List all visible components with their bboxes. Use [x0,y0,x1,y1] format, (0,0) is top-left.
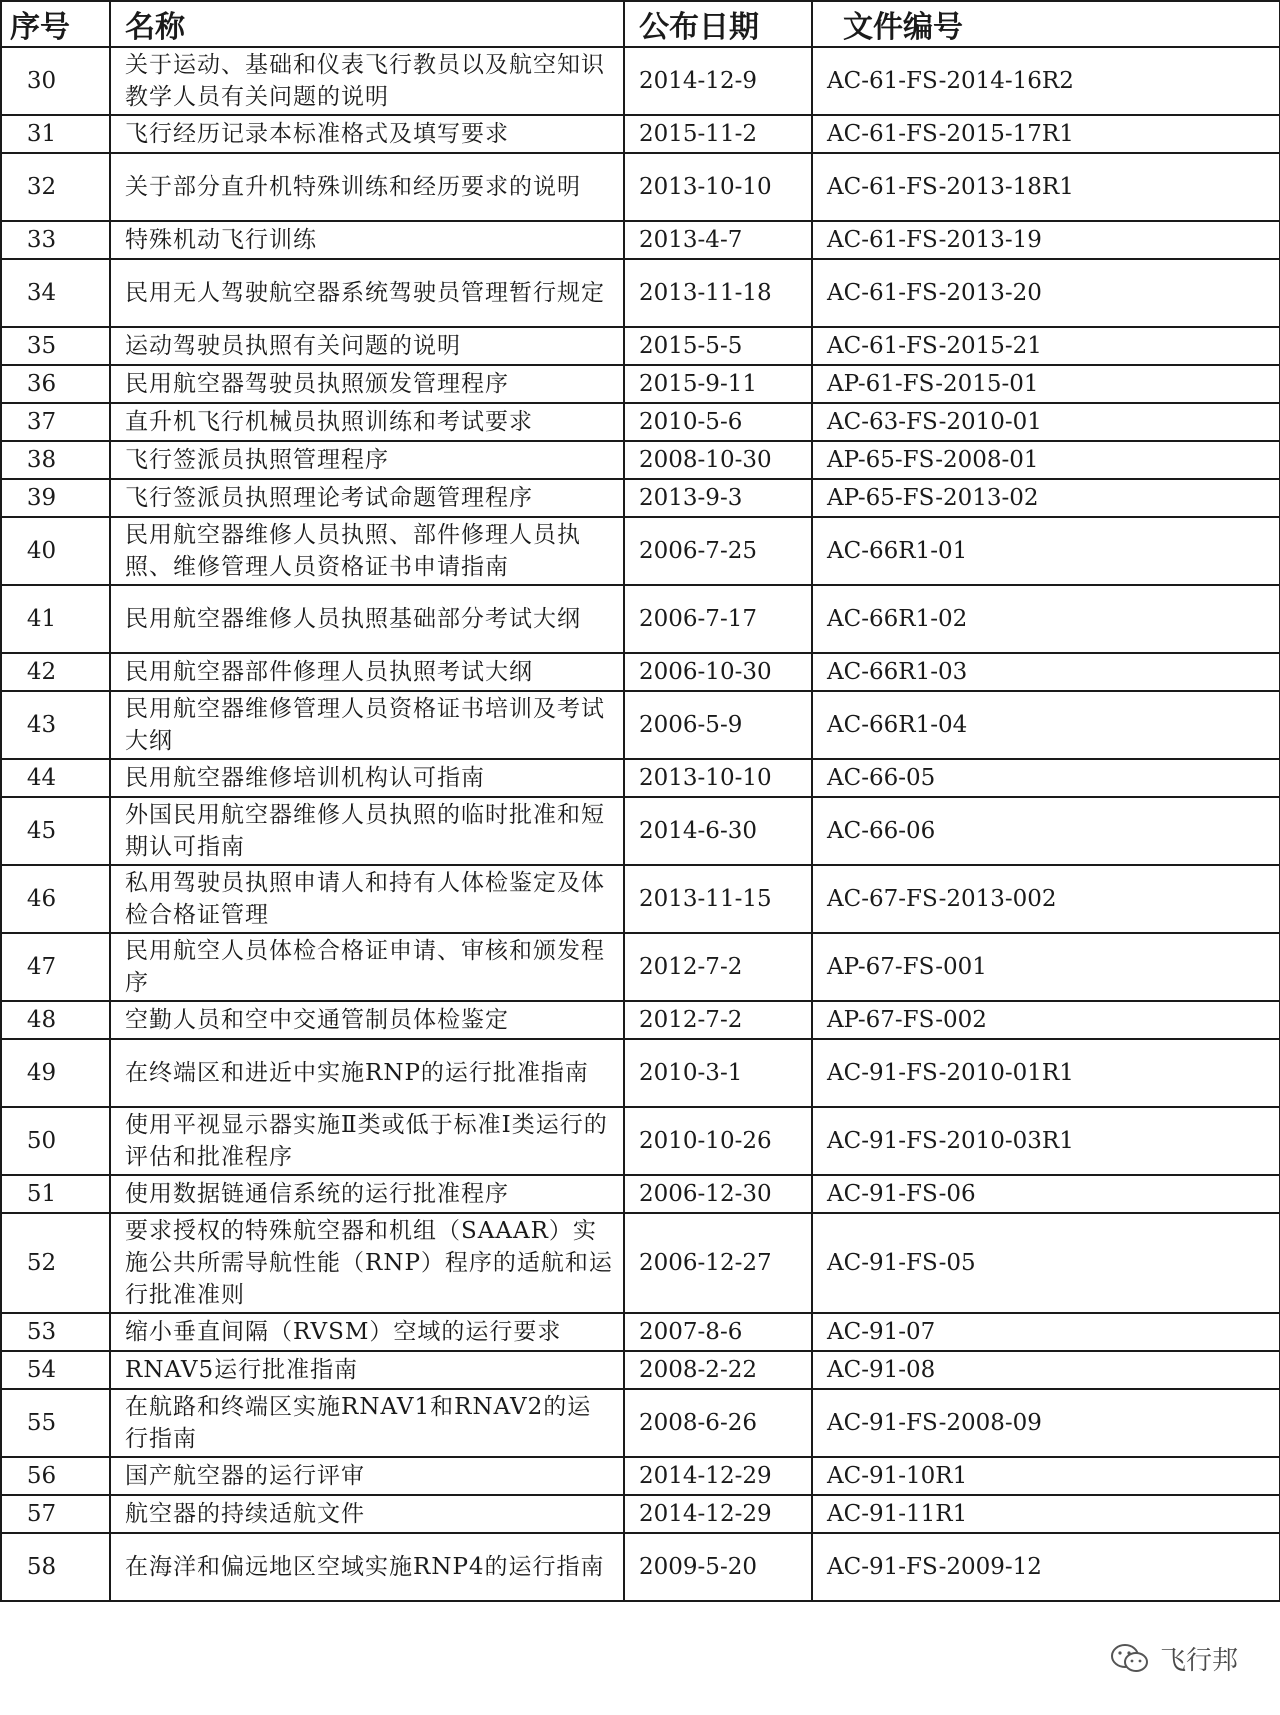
watermark [1104,1638,1244,1679]
table-row [1,1457,1280,1495]
table-body [1,47,1280,1601]
row-date: 2008-6-26 [624,1389,812,1457]
table-row [1,403,1280,441]
row-name: 关于部分直升机特殊训练和经历要求的说明 [110,153,624,221]
table-row [1,759,1280,797]
row-date: 2014-6-30 [624,797,812,865]
row-code: AC-63-FS-2010-01 [812,403,1280,441]
header-name: 名称 [110,1,624,47]
row-code: AC-66R1-02 [812,585,1280,653]
row-date: 2010-5-6 [624,403,812,441]
row-date: 2007-8-6 [624,1313,812,1351]
row-code: AC-91-07 [812,1313,1280,1351]
row-number: 44 [1,759,110,797]
row-code: AC-91-FS-2008-09 [812,1389,1280,1457]
row-number: 34 [1,259,110,327]
table-row [1,1107,1280,1175]
row-date: 2013-4-7 [624,221,812,259]
row-number: 30 [1,47,110,115]
row-code: AC-91-11R1 [812,1495,1280,1533]
row-date: 2006-10-30 [624,653,812,691]
row-number: 33 [1,221,110,259]
row-name: 民用航空人员体检合格证申请、审核和颁发程序 [110,933,624,1001]
table-row [1,1313,1280,1351]
row-number: 51 [1,1175,110,1213]
table-row [1,585,1280,653]
row-code: AC-66R1-03 [812,653,1280,691]
row-code: AC-91-FS-06 [812,1175,1280,1213]
row-name: 关于运动、基础和仪表飞行教员以及航空知识教学人员有关问题的说明 [110,47,624,115]
row-code: AC-91-FS-2010-01R1 [812,1039,1280,1107]
row-name: 民用航空器驾驶员执照颁发管理程序 [110,365,624,403]
table-row [1,933,1280,1001]
row-name: 民用航空器维修人员执照基础部分考试大纲 [110,585,624,653]
wechat-icon [1110,1642,1150,1676]
row-name: 外国民用航空器维修人员执照的临时批准和短期认可指南 [110,797,624,865]
row-code: AC-61-FS-2015-17R1 [812,115,1280,153]
row-name: 在终端区和进近中实施RNP的运行批准指南 [110,1039,624,1107]
row-name: 空勤人员和空中交通管制员体检鉴定 [110,1001,624,1039]
row-number: 55 [1,1389,110,1457]
row-number: 54 [1,1351,110,1389]
row-date: 2012-7-2 [624,933,812,1001]
row-code: AC-91-08 [812,1351,1280,1389]
row-code: AC-61-FS-2015-21 [812,327,1280,365]
row-number: 35 [1,327,110,365]
row-name: 使用数据链通信系统的运行批准程序 [110,1175,624,1213]
row-number: 58 [1,1533,110,1601]
row-code: AC-67-FS-2013-002 [812,865,1280,933]
row-number: 37 [1,403,110,441]
row-name: 在海洋和偏远地区空域实施RNP4的运行指南 [110,1533,624,1601]
row-date: 2008-10-30 [624,441,812,479]
table-row [1,115,1280,153]
row-name: 民用航空器部件修理人员执照考试大纲 [110,653,624,691]
row-code: AC-61-FS-2013-20 [812,259,1280,327]
row-name: 飞行签派员执照管理程序 [110,441,624,479]
row-name: 民用无人驾驶航空器系统驾驶员管理暂行规定 [110,259,624,327]
row-name: 缩小垂直间隔（RVSM）空域的运行要求 [110,1313,624,1351]
table-row [1,1389,1280,1457]
header-date: 公布日期 [624,1,812,47]
row-name: 民用航空器维修管理人员资格证书培训及考试大纲 [110,691,624,759]
row-name: 私用驾驶员执照申请人和持有人体检鉴定及体检合格证管理 [110,865,624,933]
table-row [1,441,1280,479]
row-date: 2014-12-9 [624,47,812,115]
row-code: AC-66-06 [812,797,1280,865]
header-num: 序号 [1,1,110,47]
row-number: 40 [1,517,110,585]
row-date: 2013-10-10 [624,759,812,797]
row-date: 2008-2-22 [624,1351,812,1389]
header-code: 文件编号 [812,1,1280,47]
row-date: 2015-11-2 [624,115,812,153]
table-row [1,365,1280,403]
table-row [1,1039,1280,1107]
row-number: 36 [1,365,110,403]
table-row [1,221,1280,259]
row-number: 50 [1,1107,110,1175]
row-number: 48 [1,1001,110,1039]
row-date: 2006-7-25 [624,517,812,585]
table-row [1,1495,1280,1533]
row-name: 运动驾驶员执照有关问题的说明 [110,327,624,365]
table-row [1,797,1280,865]
table-row [1,327,1280,365]
row-code: AC-66R1-01 [812,517,1280,585]
row-date: 2010-3-1 [624,1039,812,1107]
table-row [1,1175,1280,1213]
table-row [1,517,1280,585]
row-name: 在航路和终端区实施RNAV1和RNAV2的运行指南 [110,1389,624,1457]
row-name: 直升机飞行机械员执照训练和考试要求 [110,403,624,441]
row-number: 39 [1,479,110,517]
row-date: 2013-9-3 [624,479,812,517]
row-date: 2006-12-30 [624,1175,812,1213]
row-name: 民用航空器维修培训机构认可指南 [110,759,624,797]
row-number: 56 [1,1457,110,1495]
row-code: AC-91-FS-2009-12 [812,1533,1280,1601]
row-name: 飞行签派员执照理论考试命题管理程序 [110,479,624,517]
table-header-row [1,1,1280,47]
row-name: 国产航空器的运行评审 [110,1457,624,1495]
row-date: 2009-5-20 [624,1533,812,1601]
row-code: AP-61-FS-2015-01 [812,365,1280,403]
row-number: 31 [1,115,110,153]
row-date: 2006-7-17 [624,585,812,653]
row-number: 41 [1,585,110,653]
row-code: AC-61-FS-2014-16R2 [812,47,1280,115]
row-name: 特殊机动飞行训练 [110,221,624,259]
row-code: AC-66-05 [812,759,1280,797]
row-code: AC-61-FS-2013-19 [812,221,1280,259]
row-date: 2014-12-29 [624,1457,812,1495]
row-number: 38 [1,441,110,479]
row-number: 49 [1,1039,110,1107]
table-row [1,1001,1280,1039]
row-code: AP-65-FS-2008-01 [812,441,1280,479]
row-date: 2013-10-10 [624,153,812,221]
row-number: 43 [1,691,110,759]
row-date: 2014-12-29 [624,1495,812,1533]
row-date: 2013-11-15 [624,865,812,933]
row-date: 2010-10-26 [624,1107,812,1175]
watermark-text: 飞行邦 [1159,1646,1238,1676]
table-row [1,153,1280,221]
row-date: 2015-5-5 [624,327,812,365]
row-date: 2006-5-9 [624,691,812,759]
row-code: AC-91-10R1 [812,1457,1280,1495]
row-name: 飞行经历记录本标准格式及填写要求 [110,115,624,153]
row-code: AC-61-FS-2013-18R1 [812,153,1280,221]
row-name: 民用航空器维修人员执照、部件修理人员执照、维修管理人员资格证书申请指南 [110,517,624,585]
row-code: AP-67-FS-002 [812,1001,1280,1039]
row-date: 2012-7-2 [624,1001,812,1039]
row-code: AP-67-FS-001 [812,933,1280,1001]
row-name: RNAV5运行批准指南 [110,1351,624,1389]
row-code: AC-91-FS-2010-03R1 [812,1107,1280,1175]
row-name: 使用平视显示器实施Ⅱ类或低于标准Ⅰ类运行的评估和批准程序 [110,1107,624,1175]
table-row [1,691,1280,759]
row-number: 53 [1,1313,110,1351]
row-name: 要求授权的特殊航空器和机组（SAAAR）实施公共所需导航性能（RNP）程序的适航和运行批准准则 [110,1213,624,1313]
row-name: 航空器的持续适航文件 [110,1495,624,1533]
table-row [1,1213,1280,1313]
table-row [1,865,1280,933]
row-number: 45 [1,797,110,865]
row-number: 57 [1,1495,110,1533]
table-row [1,1533,1280,1601]
row-number: 47 [1,933,110,1001]
row-code: AP-65-FS-2013-02 [812,479,1280,517]
row-date: 2015-9-11 [624,365,812,403]
table-row [1,259,1280,327]
row-number: 42 [1,653,110,691]
table-row [1,653,1280,691]
row-number: 52 [1,1213,110,1313]
table-row [1,47,1280,115]
row-code: AC-66R1-04 [812,691,1280,759]
table-row [1,1351,1280,1389]
row-date: 2006-12-27 [624,1213,812,1313]
row-date: 2013-11-18 [624,259,812,327]
row-number: 32 [1,153,110,221]
row-number: 46 [1,865,110,933]
table-row [1,479,1280,517]
row-code: AC-91-FS-05 [812,1213,1280,1313]
